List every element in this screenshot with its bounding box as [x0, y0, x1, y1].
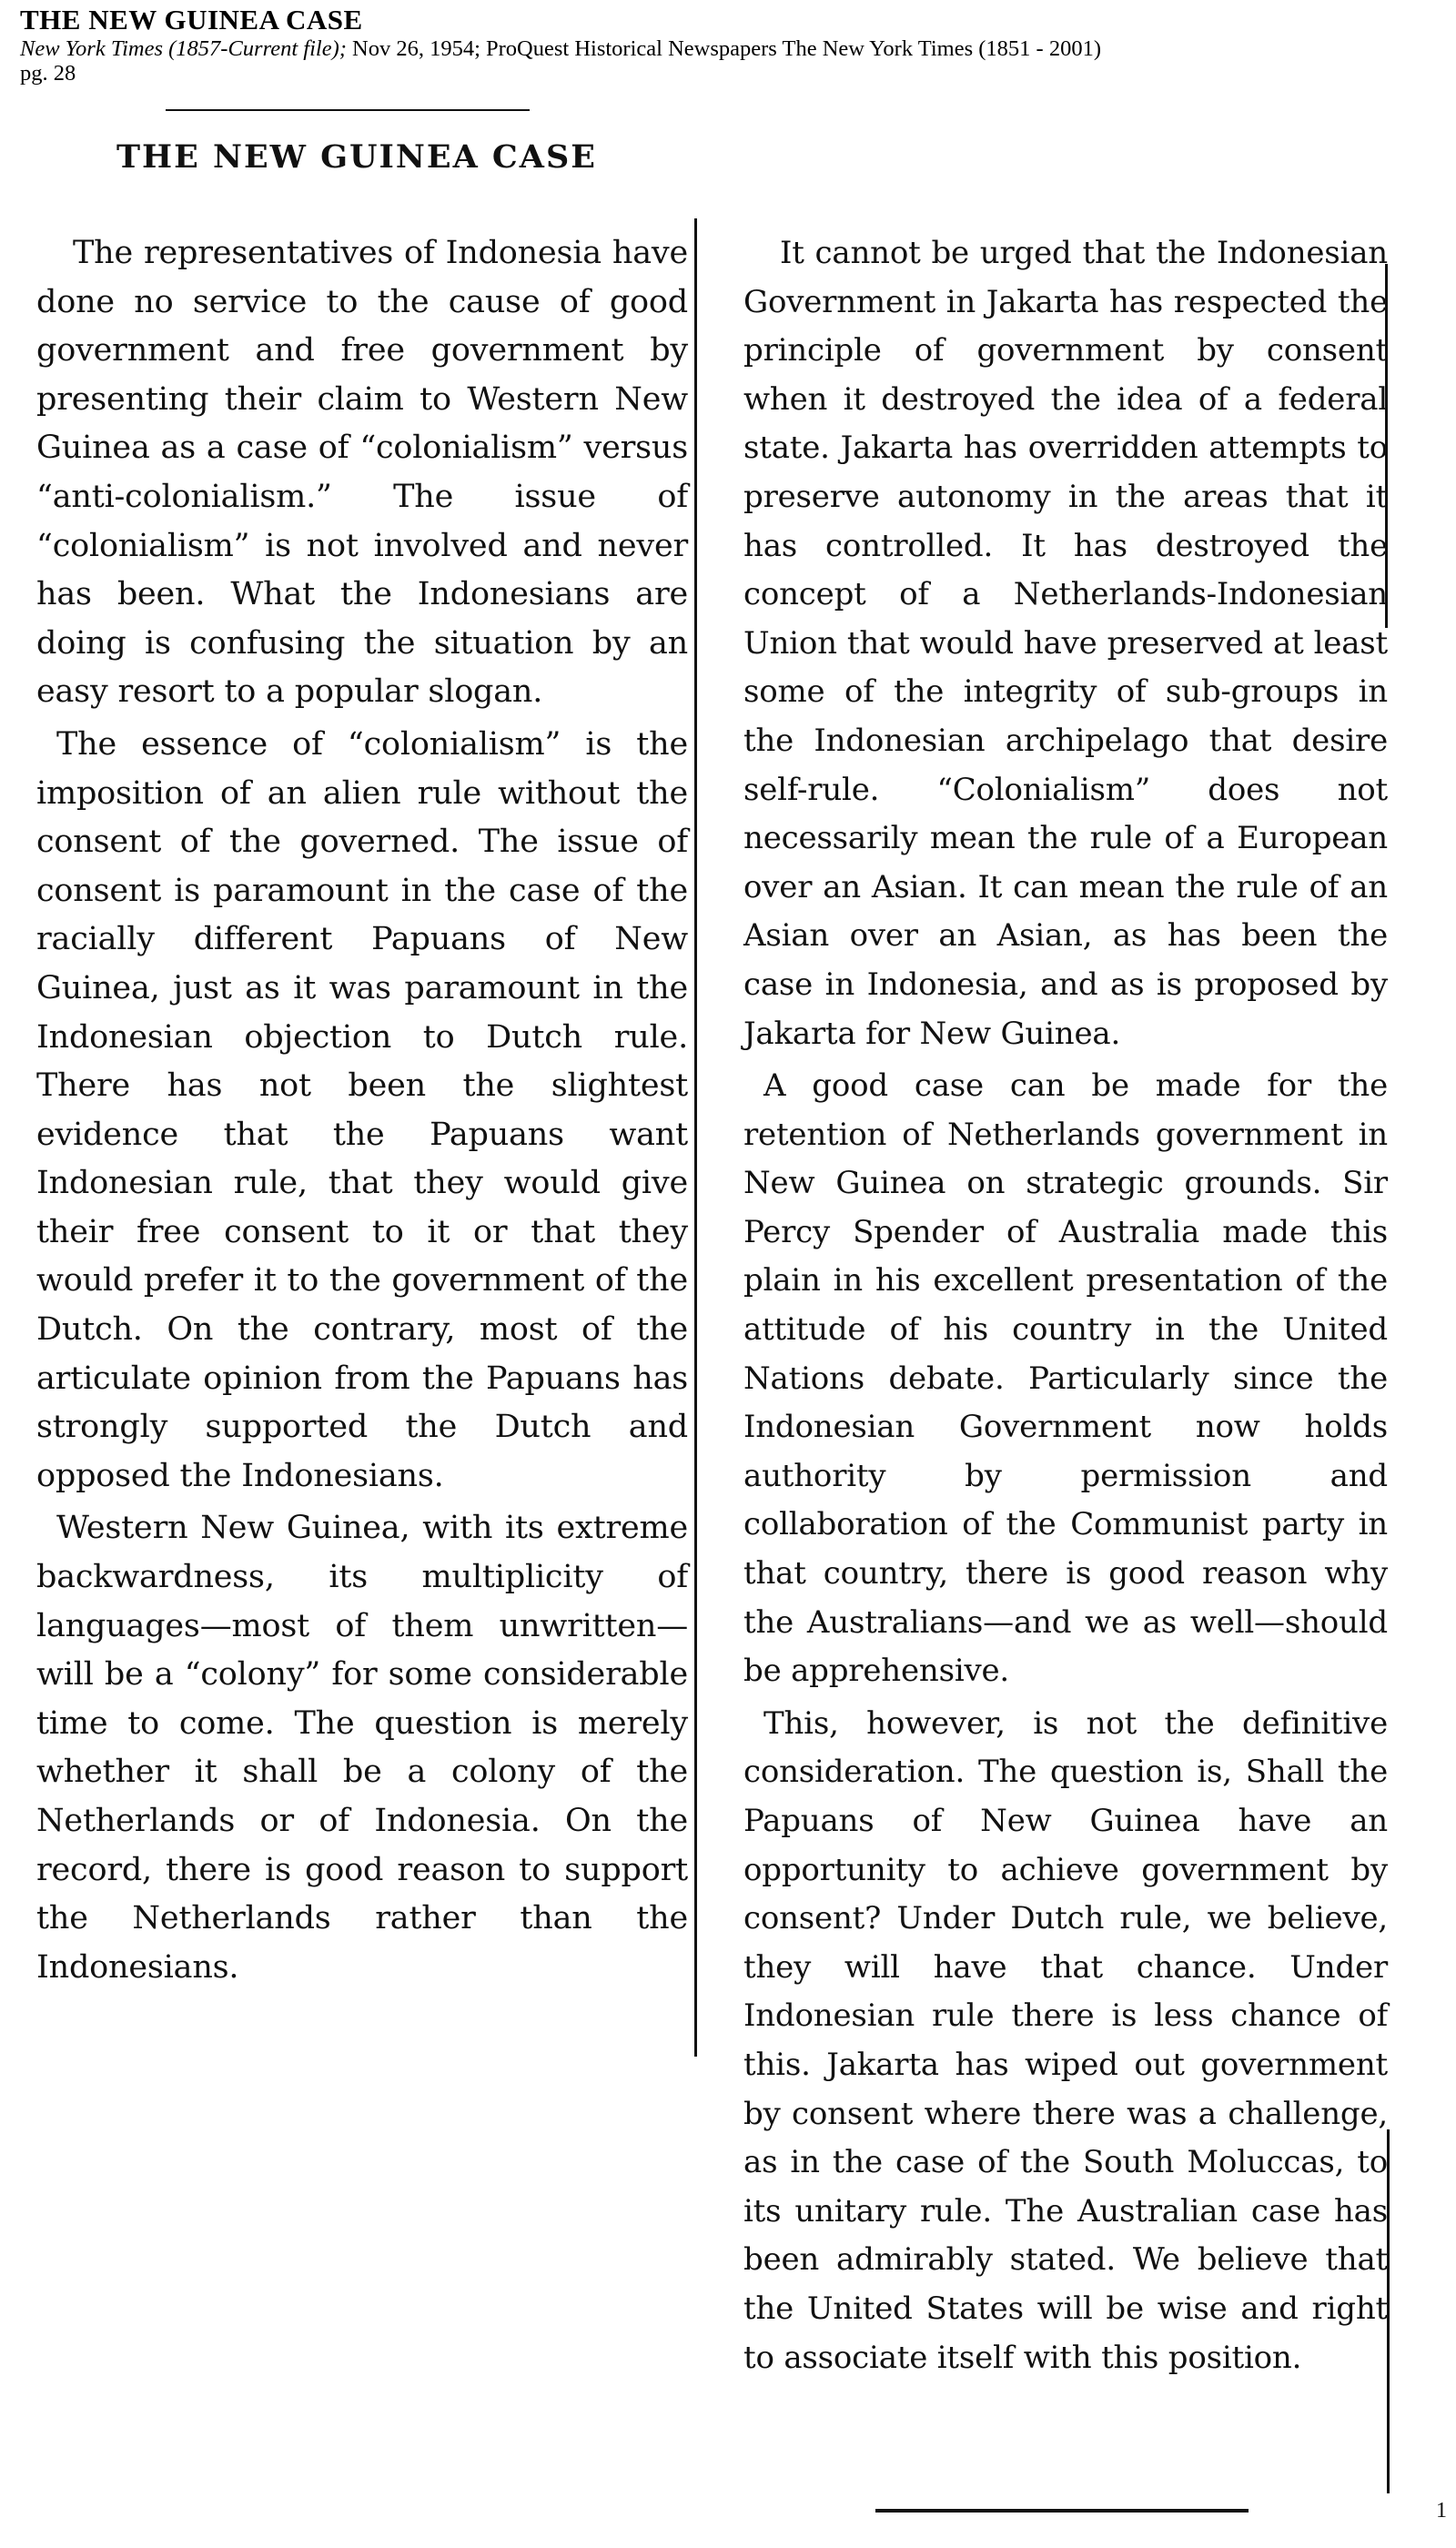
- paragraph: The representatives of Indonesia have done no service to the cause of good government and free government by presenting their claim to Western New Guinea as a case of “colonialism” versus “anti-colonialism.” The issue of “colonialism” is not involved and never has been. What the Indonesians are doing is confusing the situation by an easy resort to a popular slogan.: [36, 235, 688, 711]
- article-headline: THE NEW GUINEA CASE: [116, 138, 597, 176]
- end-rule: [875, 2509, 1249, 2513]
- paragraph: A good case can be made for the retention of Netherlands government in New Guinea on strategic grounds. Sir Percy Spender of Australia made this plain in his excellent presentation of the attitude of his country in the United Nations debate. Particularly since the Indonesian Government now holds authority by permission and collaboration of the Communist party in that country, there is good reason why the Australians—and we as well—should be apprehensive.: [743, 1067, 1388, 1690]
- citation-date-database: Nov 26, 1954; ProQuest Historical Newspapers The New York Times (1851 - 2001): [346, 36, 1101, 61]
- citation-details: [20, 36, 1440, 86]
- paragraph: Western New Guinea, with its extreme backwardness, its multiplicity of languages—most of them unwritten—will be a “colony” for some considerable time to come. The question is merely whether it shall be a colony of the Netherlands or of Indonesia. On the record, there is good reason to support the Netherlands rather than the Indonesians.: [36, 1510, 688, 1986]
- citation-page: pg. 28: [20, 61, 76, 86]
- article-column-left: [36, 229, 688, 1996]
- article-column-right: [743, 229, 1388, 2386]
- citation-title: THE NEW GUINEA CASE: [20, 4, 363, 35]
- paragraph: The essence of “colonialism” is the imposition of an alien rule without the consent of the governed. The issue of consent is paramount in the case of the racially different Papuans of New Guinea, just as it was paramount in the Indonesian objection to Dutch rule. There has not been the slightest evidence that the Papuans want Indonesian rule, that they would give their free consent to it or that they would prefer it to the government of the Dutch. On the contrary, most of the articulate opinion from the Papuans has strongly supported the Dutch and opposed the Indonesians.: [36, 725, 688, 1494]
- paragraph: It cannot be urged that the Indonesian Government in Jakarta has respected the principle of government by consent when it destroyed the idea of a federal state. Jakarta has overridden attempts to preserve autonomy in the areas that it has controlled. It has destroyed the concept of a Netherlands-Indonesian Union that would have preserved at least some of the integrity of sub-groups in the Indonesian archipelago that desire self-rule. “Colonialism” does not necessarily mean the rule of a European over an Asian. It can mean the rule of an Asian over an Asian, as has been the case in Indonesia, and as is proposed by Jakarta for New Guinea.: [743, 235, 1388, 1052]
- header-rule: [166, 109, 530, 111]
- citation-source: New York Times (1857-Current file);: [20, 36, 347, 61]
- column-divider: [694, 218, 697, 2057]
- page-number: 1: [1436, 2499, 1447, 2523]
- paragraph: This, however, is not the definitive consideration. The question is, Shall the Papuans of New Guinea have an opportunity to achieve government by consent? Under Dutch rule, we believe, they will have that chance. Under Indonesian rule there is less chance of this. Jakarta has wiped out government by consent where there was a challenge, as in the case of the South Moluccas, to its unitary rule. The Australian case has been admirably stated. We believe that the United States will be wise and right to associate itself with this position.: [743, 1704, 1388, 2376]
